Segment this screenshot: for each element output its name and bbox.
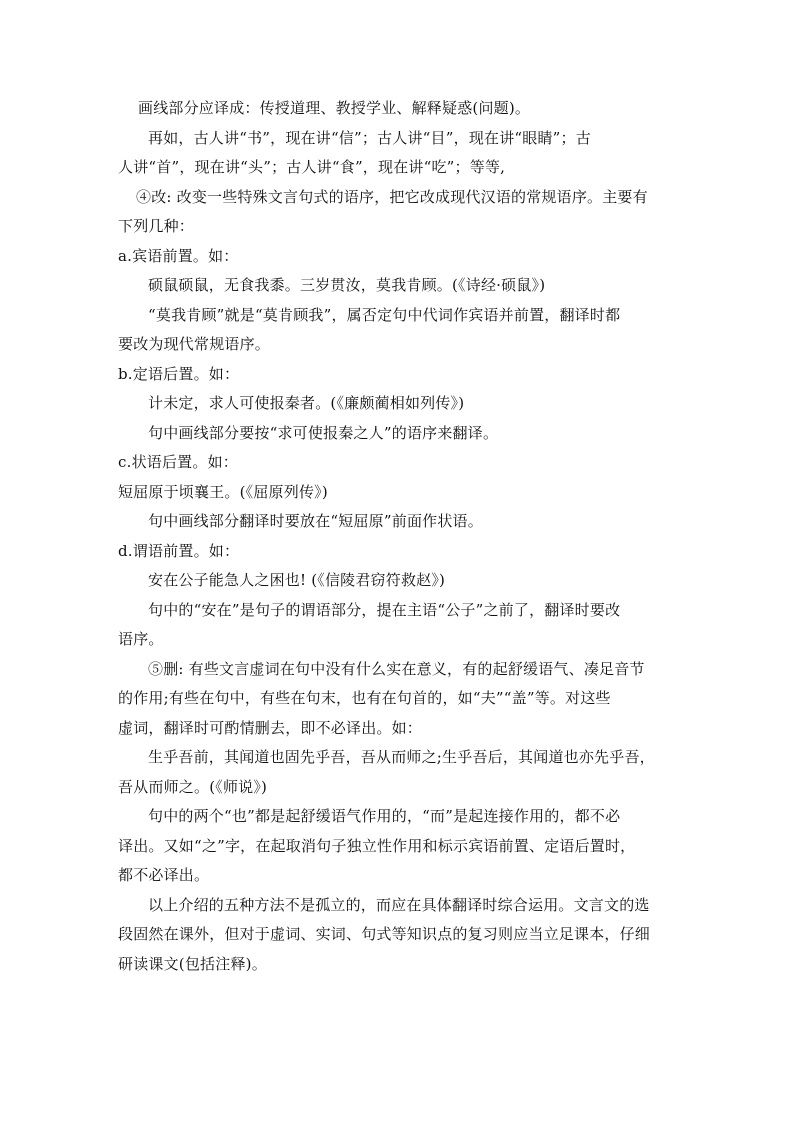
text-line-11: 计未定，求人可使报秦者。(《廉颇蔺相如列传》) <box>148 394 465 412</box>
text-line-16: d.谓语前置。如： <box>118 541 240 560</box>
text-line-7: 硕鼠硕鼠，无食我黍。三岁贯汝，莫我肯顾。(《诗经·硕鼠》) <box>148 276 546 294</box>
text-line-30: 研读课文(包括注释)。 <box>118 954 267 973</box>
text-line-4: ④改: 改变一些特殊文言句式的语序，把它改成现代汉语的常规语序。主要有 <box>136 187 648 206</box>
text-line-21: 的作用;有些在句中，有些在句末，也有在句首的，如“夫”“盖”等。对这些 <box>118 689 611 707</box>
text-line-25: 句中的两个“也”都是起舒缓语气作用的，“而”是起连接作用的，都不必 <box>148 807 621 825</box>
text-line-15: 句中画线部分翻译时要放在“短屈原”前面作状语。 <box>148 512 483 530</box>
text-line-29: 段固然在课外，但对于虚词、实词、句式等知识点的复习则应当立足课本，仔细 <box>118 925 651 943</box>
text-line-5: 下列几种： <box>118 217 195 235</box>
text-line-18: 句中的“安在”是句子的谓语部分，提在主语“公子”之前了，翻译时要改 <box>148 600 621 619</box>
text-line-13: c.状语后置。如： <box>118 453 238 471</box>
text-line-14: 短屈原于顷襄王。(《屈原列传》) <box>118 482 328 501</box>
text-line-17: 安在公子能急人之困也! (《信陵君窃符救赵》) <box>148 571 446 589</box>
text-line-3: 人讲“首”，现在讲“头”；古人讲“食”，现在讲“吃”；等等, <box>118 158 506 176</box>
text-line-12: 句中画线部分要按“求可使报秦之人”的语序来翻译。 <box>148 423 499 442</box>
text-line-8: “莫我肯顾”就是“莫肯顾我”，属否定句中代词作宾语并前置，翻译时都 <box>148 305 621 324</box>
text-line-6: a.宾语前置。如： <box>118 246 239 265</box>
text-line-27: 都不必译出。 <box>118 866 210 884</box>
text-line-9: 要改为现代常规语序。 <box>118 335 271 353</box>
document-body <box>118 94 678 979</box>
text-line-19: 语序。 <box>118 630 164 648</box>
text-line-24: 吾从而师之。(《师说》) <box>118 777 268 796</box>
text-line-26: 译出。又如“之”字，在起取消句子独立性作用和标示宾语前置、定语后置时， <box>118 836 636 855</box>
text-line-1: 画线部分应译成：传授道理、教授学业、解释疑惑(问题)。 <box>138 99 531 117</box>
text-line-2: 再如，古人讲“书”，现在讲“信”；古人讲“目”，现在讲“眼睛”；古 <box>148 128 591 147</box>
text-line-10: b.定语后置。如： <box>118 364 240 383</box>
text-line-23: 生乎吾前，其闻道也固先乎吾，吾从而师之;生乎吾后，其闻道也亦先乎吾， <box>148 748 655 766</box>
text-line-20: ⑤删: 有些文言虚词在句中没有什么实在意义，有的起舒缓语气、凑足音节 <box>148 659 645 678</box>
text-line-28: 以上介绍的五种方法不是孤立的，而应在具体翻译时综合运用。文言文的选 <box>148 895 650 914</box>
text-line-22: 虚词，翻译时可酌情删去，即不必译出。如： <box>118 718 423 737</box>
